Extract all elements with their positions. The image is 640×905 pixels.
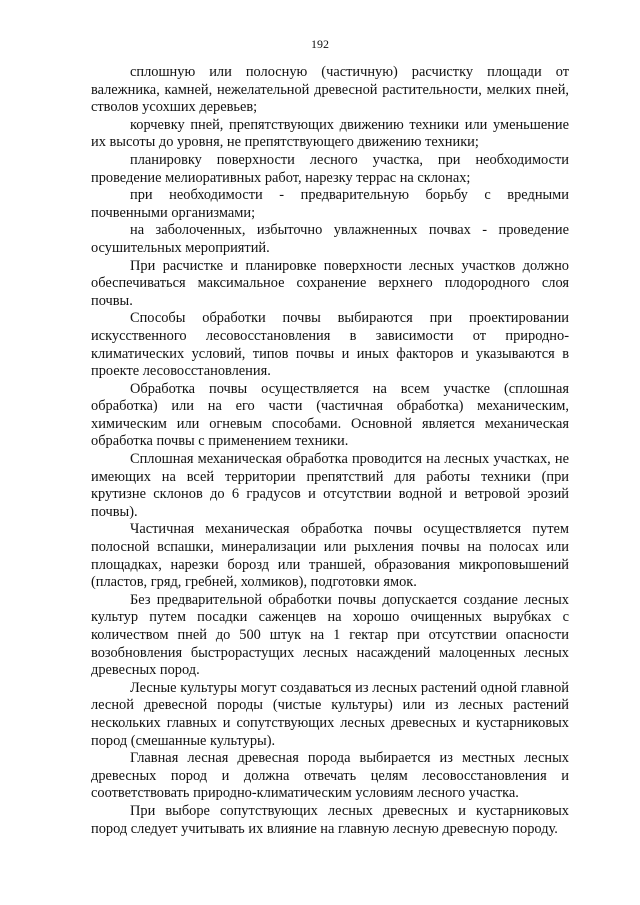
document-body <box>91 64 569 838</box>
paragraph-8: Обработка почвы осуществляется на всем участке (сплошная обработка) или на его части (частичная обработка) механическим, химическим или огневым способами. Основной является механическая обработка почвы с применением техники. <box>91 380 569 450</box>
paragraph-12: Лесные культуры могут создаваться из лесных растений одной главной лесной древесной породы (чистые культуры) или из лесных растений нескольких главных и сопутствующих лесных древесных и кустарниковых пород (смешанные культуры). <box>91 679 569 749</box>
paragraph-10: Частичная механическая обработка почвы осуществляется путем полосной вспашки, минерализации или рыхления почвы на полосах или площадках, нарезки борозд или траншей, образования микроповышений (пластов, гряд, гребней, холмиков), подготовки ямок. <box>91 521 569 591</box>
page-number: 192 <box>311 37 329 51</box>
paragraph-1: сплошную или полосную (частичную) расчистку площади от валежника, камней, нежелательной древесной растительности, мелких пней, стволов усохших деревьев; <box>91 64 569 116</box>
paragraph-5: на заболоченных, избыточно увлажненных почвах - проведение осушительных мероприятий. <box>91 222 569 256</box>
paragraph-6: При расчистке и планировке поверхности лесных участков должно обеспечиваться максимальное сохранение верхнего плодородного слоя почвы. <box>91 257 569 309</box>
paragraph-11: Без предварительной обработки почвы допускается создание лесных культур путем посадки саженцев на хорошо очищенных вырубках с количеством пней до 500 штук на 1 гектар при отсутствии опасности возобновления быстрорастущих лесных насаждений малоценных лесных древесных пород. <box>91 591 569 679</box>
paragraph-2: корчевку пней, препятствующих движению техники или уменьшение их высоты до уровня, не препятствующего движению техники; <box>91 116 569 151</box>
paragraph-7: Способы обработки почвы выбираются при проектировании искусственного лесовосстановления в зависимости от природно-климатических условий, типов почвы и иных факторов и указываются в проекте лесовосстановления. <box>91 310 569 380</box>
paragraph-3: планировку поверхности лесного участка, при необходимости проведение мелиоративных работ, нарезку террас на склонах; <box>91 151 569 186</box>
paragraph-4: при необходимости - предварительную борьбу с вредными почвенными организмами; <box>91 187 569 221</box>
paragraph-13: Главная лесная древесная порода выбирается из местных лесных древесных пород и должна отвечать целям лесовосстановления и соответствовать природно-климатическим условиям лесного участка. <box>91 750 569 802</box>
paragraph-9: Сплошная механическая обработка проводится на лесных участках, не имеющих на всей территории препятствий для работы техники (при крутизне склонов до 6 градусов и отсутствии водной и ветровой эрозий почвы). <box>91 451 569 520</box>
paragraph-14: При выборе сопутствующих лесных древесных и кустарниковых пород следует учитывать их влияние на главную лесную древесную породу. <box>91 802 569 837</box>
